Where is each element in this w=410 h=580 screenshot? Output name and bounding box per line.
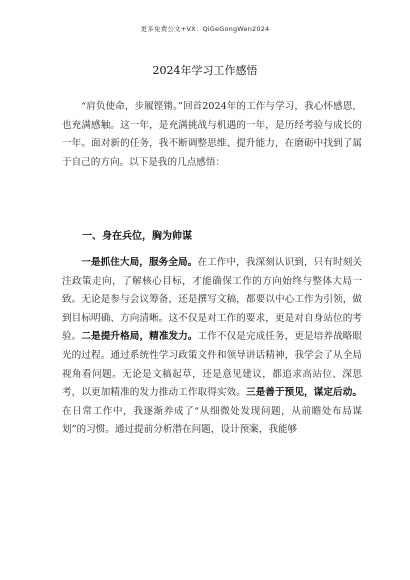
point-three-lead: 三是善于预见，谋定后动。 bbox=[245, 387, 363, 399]
point-two-text: 工作不仅是完成任务，更是培养战略眼光的过程。通过系统性学习政策文件和领导讲话精神，我学会了从全局视角看问题。无论是文稿起草，还是意见建议，都追求高站位、深思考，以更加精准的发力推动工作取得实效。 bbox=[62, 331, 363, 399]
header-note: 更多免费公文+VX：QiGeGongWen2024 bbox=[140, 25, 270, 33]
section-heading: 一、身在兵位，胸为帅谋 bbox=[82, 231, 192, 242]
document-title: 2024年学习工作感悟 bbox=[152, 64, 258, 77]
intro-paragraph: “肩负使命，步履铿锵。”回首2024年的工作与学习，我心怀感恩，也充满感触。这一年，是充满挑战与机遇的一年，是历经考验与成长的一年。面对新的任务，我不断调整思维、提升能力，在磨砺中找到了属于自己的方向。以下是我的几点感悟： bbox=[62, 101, 362, 168]
point-three-text: 在日常工作中，我逐渐养成了“从细微处发现问题，从前瞻处布局谋划”的习惯。通过提前分析潜在问题，设计预案，我能够 bbox=[62, 405, 362, 436]
point-one-lead: 一是抓住大局，服务全局。 bbox=[81, 257, 198, 268]
point-one-text: 在工作中，我深刻认识到，只有时刻关注政策走向，了解核心目标，才能确保工作的方向始终与整体大局一致。无论是参与会议筹备，还是撰写文稿，都要以中心工作为引领，做到目标明确、方向清晰。这不仅是对工作的要求，更是对自身站位的考验。 bbox=[62, 257, 363, 343]
section-paragraph bbox=[62, 254, 362, 440]
point-two-lead: 二是提升格局，精准发力。 bbox=[81, 331, 198, 343]
